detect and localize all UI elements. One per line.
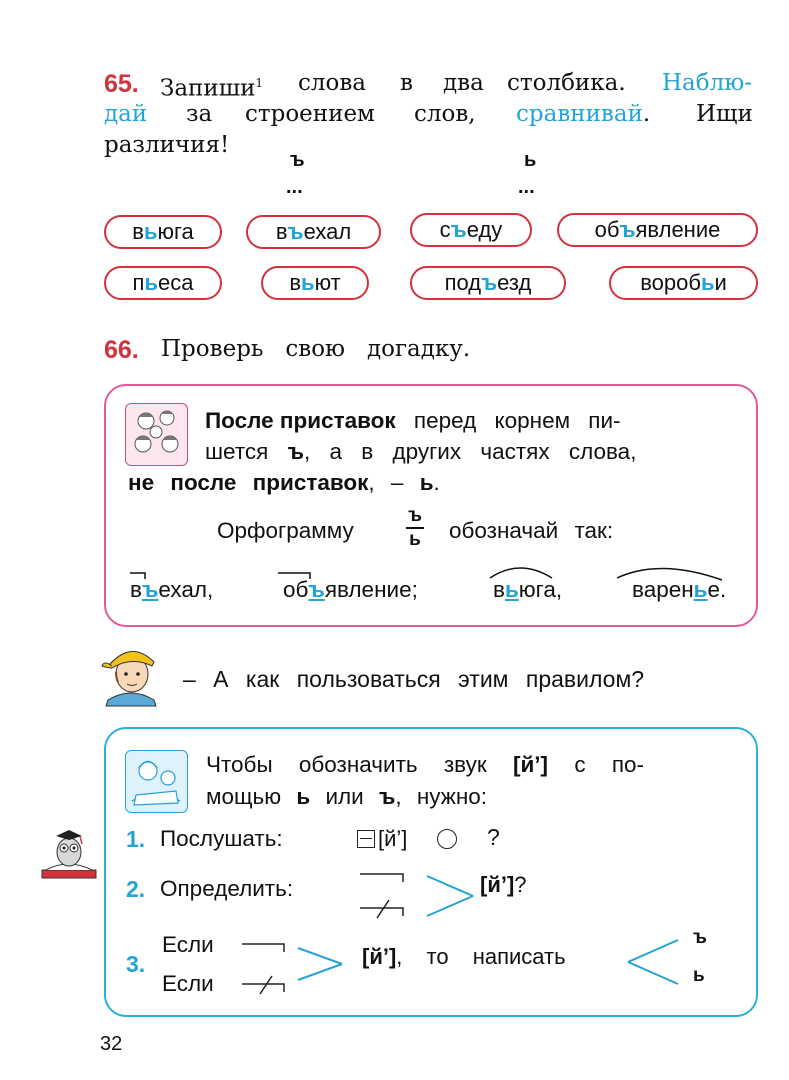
rule-line-3: не после приставок, – ь. [128, 470, 440, 495]
word-pill: в ъ ехал [246, 215, 381, 249]
column-head-soft-sign: ь [524, 149, 537, 171]
word-pill: в ь юга [104, 215, 222, 249]
condition-branch-icon [238, 930, 363, 1000]
exercise-number: 66. [104, 336, 139, 364]
example-word: въехал, [130, 577, 214, 602]
circle-symbol-icon [437, 829, 457, 849]
choice-branch-icon [622, 934, 692, 994]
square-symbol-icon [357, 830, 375, 848]
exercise-number: 65. [104, 70, 139, 98]
orthogram-fraction: ъ ь [404, 506, 426, 550]
algo-intro-line-1: Чтобы обозначить звук [й’] с по- [206, 752, 645, 777]
owl-scholar-icon [38, 820, 100, 882]
rule-line-1: После приставок перед корнем пи- [205, 408, 621, 433]
rule-line-2: шется ъ, а в других частях слова, [205, 439, 637, 464]
algo-intro-line-2: мощью ь или ъ, нужно: [206, 784, 488, 809]
question-text: – А как пользоваться этим правилом? [183, 666, 645, 692]
word-pill: с ъ еду [410, 213, 532, 247]
page-number: 32 [100, 1033, 123, 1055]
boy-character-icon [96, 638, 166, 706]
column-dots-2: ... [518, 176, 535, 198]
step3-conclusion: [й’], то написать [362, 944, 566, 969]
example-word: объявление; [283, 577, 418, 602]
word-pill: под ъ езд [410, 266, 566, 300]
column-head-hard-sign: ъ [290, 149, 305, 171]
sound-question: [й’]? [480, 872, 527, 897]
example-word: вьюга, [493, 577, 563, 602]
prefix-root-branch-icon [355, 862, 485, 922]
column-dots-1: ... [286, 176, 303, 198]
word-pill: вороб ь и [609, 266, 758, 300]
word-pill: в ь ют [261, 266, 369, 300]
ex66-text: Проверь свою догадку. [161, 336, 471, 362]
ex65-line1: Запиши$^1$ [160, 75, 264, 102]
word-pill: п ь еса [104, 266, 222, 300]
word-pill: об ъ явление [557, 213, 758, 247]
teacher-child-icon [125, 750, 188, 813]
example-word: варенье. [632, 577, 727, 602]
